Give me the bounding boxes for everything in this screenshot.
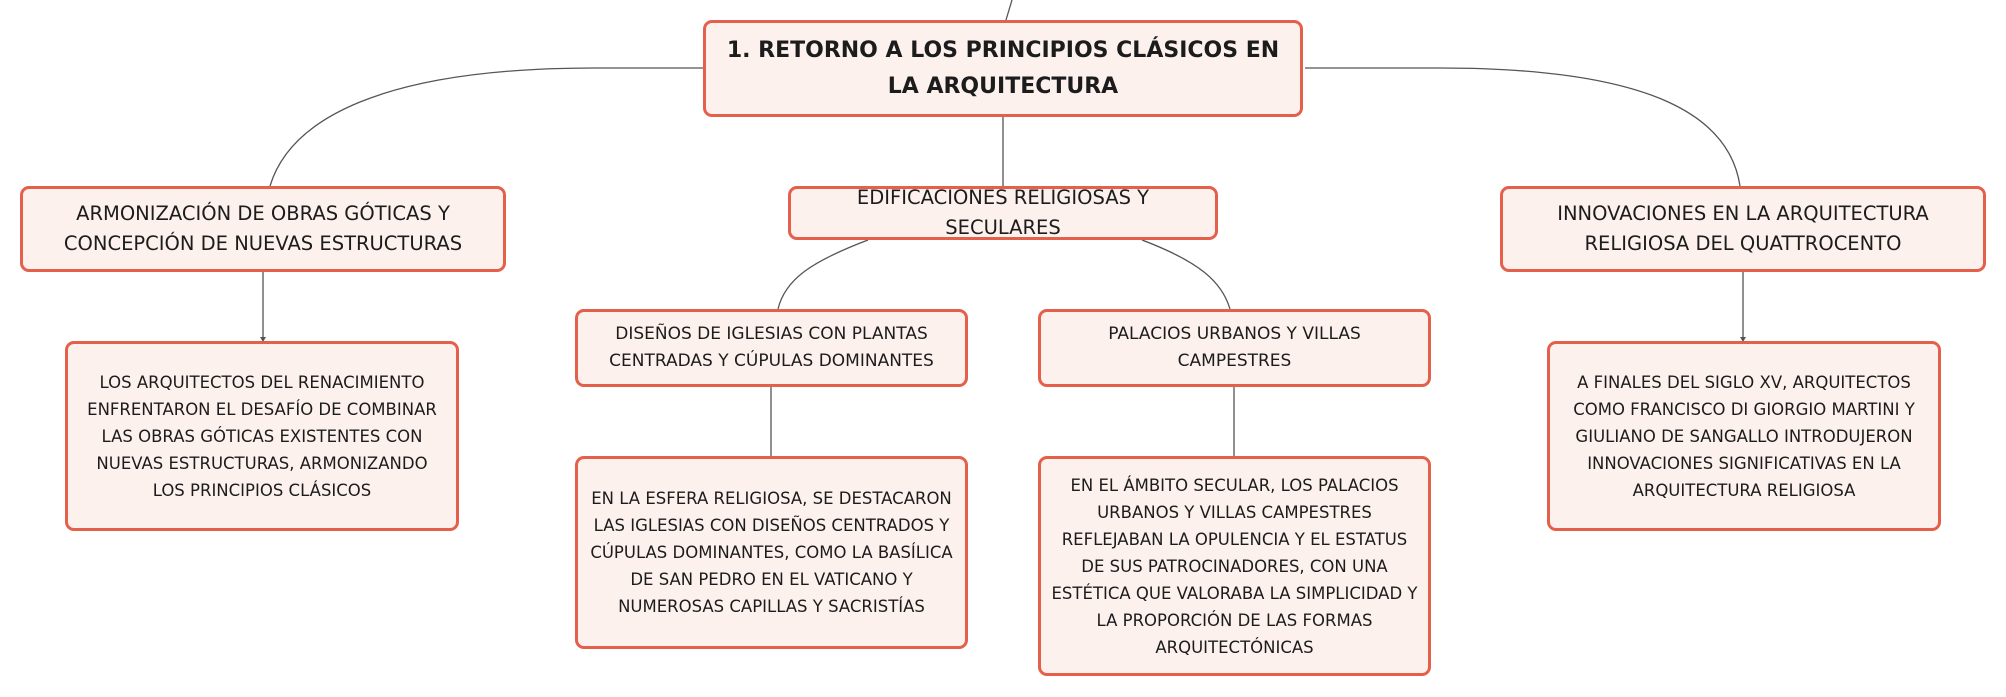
- branch-node-right-label: INNOVACIONES EN LA ARQUITECTURA RELIGIOSA DEL QUATTROCENTO: [1557, 202, 1929, 255]
- detail-node-right[interactable]: [1547, 341, 1941, 531]
- root-node[interactable]: [703, 20, 1303, 117]
- branch-node-right[interactable]: [1500, 186, 1986, 272]
- detail-node-right-text: A FINALES DEL SIGLO XV, ARQUITECTOS COMO FRANCISCO DI GIORGIO MARTINI Y GIULIANO DE SANGALLO INTRODUJERON INNOVACIONES SIGNIFICATIVAS EN LA ARQUITECTURA RELIGIOSA: [1573, 372, 1915, 500]
- branch-node-left-label: ARMONIZACIÓN DE OBRAS GÓTICAS Y CONCEPCIÓN DE NUEVAS ESTRUCTURAS: [63, 202, 463, 255]
- sub-node-religious-label: DISEÑOS DE IGLESIAS CON PLANTAS CENTRADAS Y CÚPULAS DOMINANTES: [609, 324, 934, 371]
- detail-node-religious[interactable]: [575, 456, 968, 649]
- connector-root-to-left: [270, 68, 703, 186]
- sub-node-secular[interactable]: [1038, 309, 1431, 387]
- connector-center-to-secular: [1142, 240, 1230, 309]
- sub-node-secular-label: PALACIOS URBANOS Y VILLAS CAMPESTRES: [1108, 324, 1361, 371]
- branch-node-center[interactable]: [788, 186, 1218, 240]
- detail-node-left[interactable]: [65, 341, 459, 531]
- connector-center-to-religious: [778, 240, 868, 309]
- detail-node-secular-text: EN EL ÁMBITO SECULAR, LOS PALACIOS URBANOS Y VILLAS CAMPESTRES REFLEJABAN LA OPULENCIA Y EL ESTATUS DE SUS PATROCINADORES, CON UNA ESTÉTICA QUE VALORABA LA SIMPLICIDAD Y LA PROPORCIÓN DE LAS FORMAS ARQUITECTÓNICAS: [1051, 475, 1418, 657]
- branch-node-center-label: EDIFICACIONES RELIGIOSAS Y SECULARES: [856, 186, 1150, 239]
- connector-root-to-right: [1305, 68, 1740, 186]
- root-node-label: 1. RETORNO A LOS PRINCIPIOS CLÁSICOS EN LA ARQUITECTURA: [726, 37, 1280, 99]
- sub-node-religious[interactable]: [575, 309, 968, 387]
- branch-node-left[interactable]: [20, 186, 506, 272]
- detail-node-secular[interactable]: [1038, 456, 1431, 676]
- detail-node-religious-text: EN LA ESFERA RELIGIOSA, SE DESTACARON LAS IGLESIAS CON DISEÑOS CENTRADOS Y CÚPULAS DOMINANTES, COMO LA BASÍLICA DE SAN PEDRO EN EL VATICANO Y NUMEROSAS CAPILLAS Y SACRISTÍAS: [590, 489, 953, 616]
- detail-node-left-text: LOS ARQUITECTOS DEL RENACIMIENTO ENFRENTARON EL DESAFÍO DE COMBINAR LAS OBRAS GÓTICAS EXISTENTES CON NUEVAS ESTRUCTURAS, ARMONIZANDO LOS PRINCIPIOS CLÁSICOS: [87, 372, 437, 500]
- connector-parent-to-root: [1006, 0, 1012, 20]
